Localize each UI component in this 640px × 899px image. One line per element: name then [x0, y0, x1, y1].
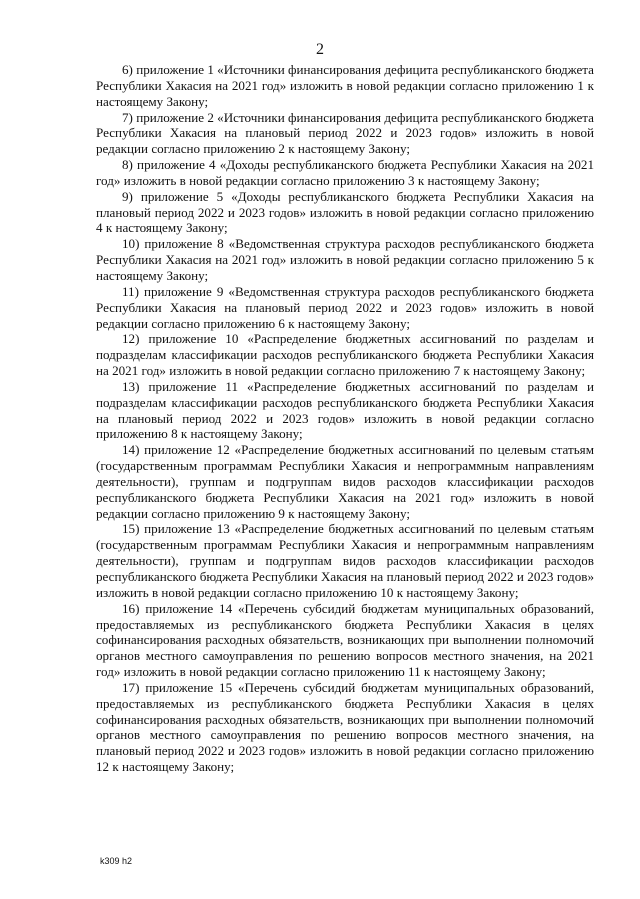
- document-body: [96, 62, 594, 775]
- paragraph-item-17: 17) приложение 15 «Перечень субсидий бюджетам муниципальных образований, предоставляемых из республиканского бюджета Республики Хакасия в целях софинансирования расходных обязательств, возникающих при выполнении полномочий органов местного самоуправления по решению вопросов местного значения, на плановый период 2022 и 2023 годов» изложить в новой редакции согласно приложению 12 к настоящему Закону;: [96, 679, 594, 775]
- page-number: 2: [316, 41, 324, 58]
- paragraph-item-8: 8) приложение 4 «Доходы республиканского бюджета Республики Хакасия на 2021 год» изложить в новой редакции согласно приложению 3 к настоящему Закону;: [96, 157, 594, 188]
- paragraph-item-14: 14) приложение 12 «Распределение бюджетных ассигнований по целевым статьям (государственным программам Республики Хакасия и непрограммным направлениям деятельности), группам и подгруппам видов расходов классификации расходов республиканского бюджета Республики Хакасия на 2021 год» изложить в новой редакции согласно приложению 9 к настоящему Закону;: [96, 442, 594, 521]
- paragraph-item-13: 13) приложение 11 «Распределение бюджетных ассигнований по разделам и подразделам классификации расходов республиканского бюджета Республики Хакасия на плановый период 2022 и 2023 годов» изложить в новой редакции согласно приложению 8 к настоящему Закону;: [96, 378, 594, 442]
- paragraph-item-10: 10) приложение 8 «Ведомственная структура расходов республиканского бюджета Республики Хакасия на 2021 год» изложить в новой редакции согласно приложению 5 к настоящему Закону;: [96, 236, 594, 283]
- paragraph-item-11: 11) приложение 9 «Ведомственная структура расходов республиканского бюджета Республики Хакасия на плановый период 2022 и 2023 годов» изложить в новой редакции согласно приложению 6 к настоящему Закону;: [96, 283, 594, 331]
- paragraph-item-7: 7) приложение 2 «Источники финансирования дефицита республиканского бюджета Республики Хакасия на плановый период 2022 и 2023 годов» изложить в новой редакции согласно приложению 2 к настоящему Закону;: [96, 109, 594, 157]
- paragraph-item-9: 9) приложение 5 «Доходы республиканского бюджета Республики Хакасия на плановый период 2022 и 2023 годов» изложить в новой редакции согласно приложению 4 к настоящему Закону;: [96, 188, 594, 236]
- paragraph-item-16: 16) приложение 14 «Перечень субсидий бюджетам муниципальных образований, предоставляемых из республиканского бюджета Республики Хакасия в целях софинансирования расходных обязательств, возникающих при выполнении полномочий органов местного самоуправления по решению вопросов местного значения, на 2021 год» изложить в новой редакции согласно приложению 11 к настоящему Закону;: [96, 600, 594, 680]
- paragraph-item-15: 15) приложение 13 «Распределение бюджетных ассигнований по целевым статьям (государственным программам Республики Хакасия и непрограммным направлениям деятельности), группам и подгруппам видов расходов классификации расходов республиканского бюджета Республики Хакасия на плановый период 2022 и 2023 годов» изложить в новой редакции согласно приложению 10 к настоящему Закону;: [96, 521, 594, 600]
- document-code: k309 h2: [100, 856, 133, 866]
- paragraph-item-6: 6) приложение 1 «Источники финансирования дефицита республиканского бюджета Республики Хакасия на 2021 год» изложить в новой редакции согласно приложению 1 к настоящему Закону;: [96, 62, 594, 109]
- paragraph-item-12: 12) приложение 10 «Распределение бюджетных ассигнований по разделам и подразделам классификации расходов республиканского бюджета Республики Хакасия на 2021 год» изложить в новой редакции согласно приложению 7 к настоящему Закону;: [96, 331, 594, 379]
